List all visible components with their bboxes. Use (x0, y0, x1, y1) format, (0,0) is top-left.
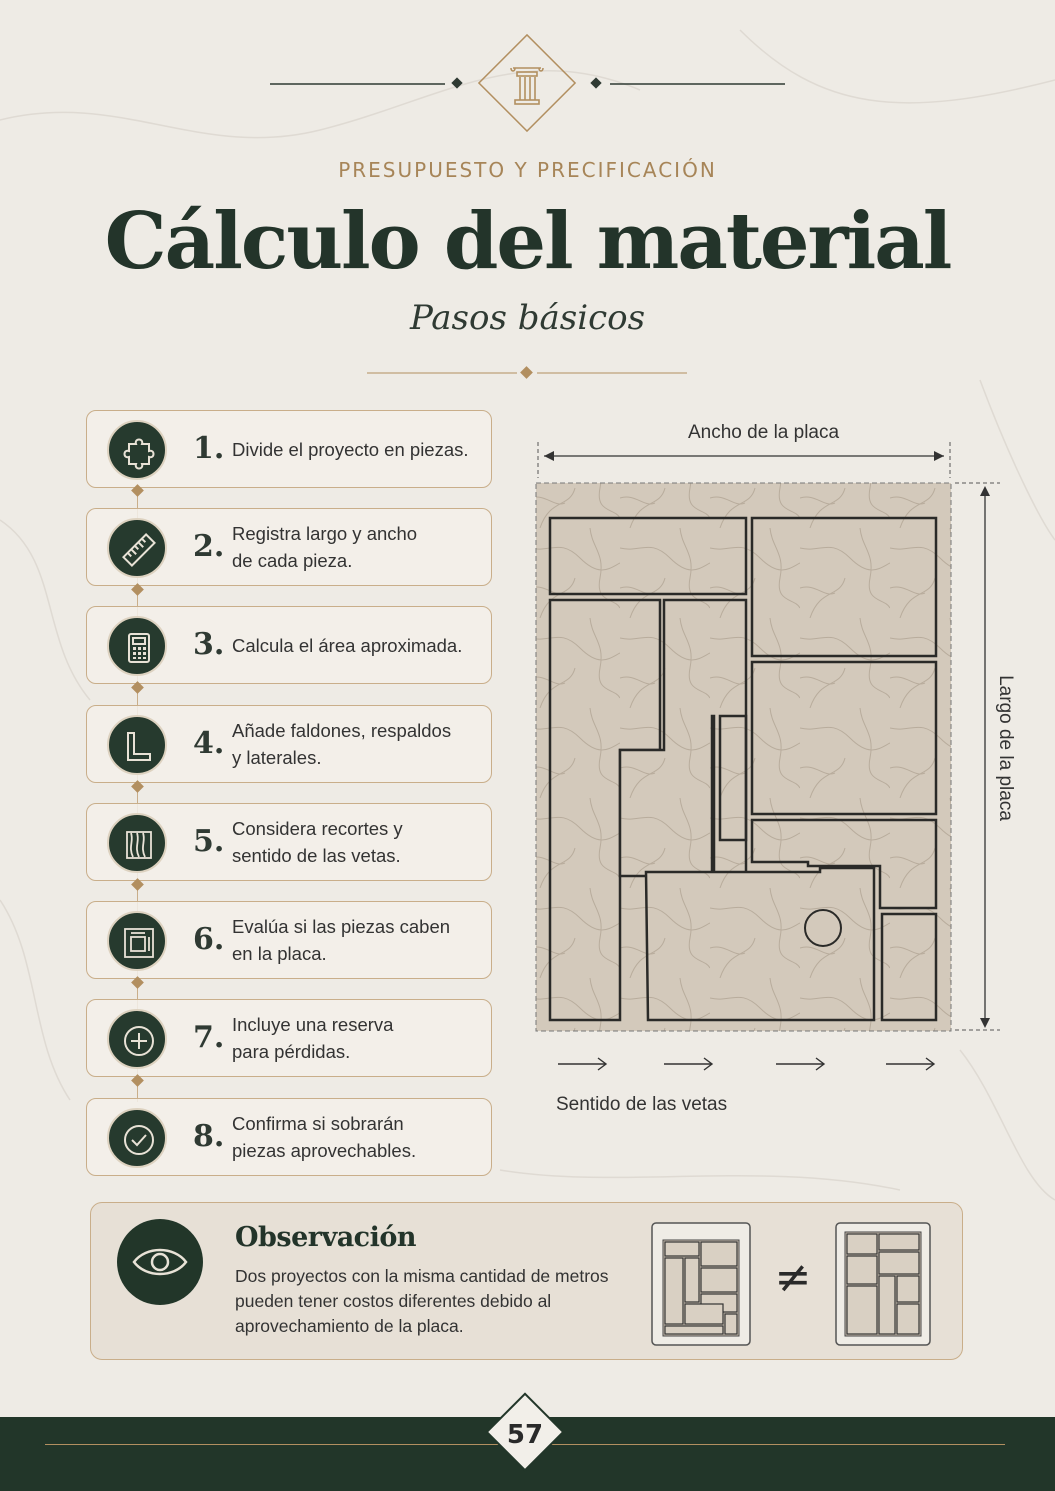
page-number: 57 (506, 1420, 544, 1450)
wood-grain-icon (121, 827, 157, 863)
step-card-3 (86, 606, 492, 684)
step-number: 7. (193, 1020, 225, 1055)
step-number: 8. (193, 1119, 225, 1154)
observation-title: Observación (235, 1222, 417, 1253)
grain-arrows (558, 1058, 934, 1070)
step-number: 2. (193, 529, 225, 564)
section-eyebrow: PRESUPUESTO Y PRECIFICACIÓN (338, 158, 717, 182)
step-card-5 (86, 803, 492, 881)
page-subtitle: Pasos básicos (409, 298, 646, 338)
step-card-8 (86, 1098, 492, 1176)
step-text: Incluye una reserva para pérdidas. (232, 1014, 394, 1062)
step-text: Considera recortes y sentido de las vetas. (232, 818, 403, 866)
step-text: Evalúa si las piezas caben en la placa. (232, 916, 451, 964)
step-number: 1. (193, 431, 225, 466)
step-number: 4. (193, 726, 225, 761)
l-shape-icon (121, 729, 157, 765)
width-label: Ancho de la placa (688, 422, 840, 443)
step-text: Calcula el área aproximada. (232, 634, 463, 656)
step-badge (107, 715, 167, 775)
plus-circle-icon (121, 1023, 157, 1059)
step-text: Registra largo y ancho de cada pieza. (232, 523, 418, 571)
step-badge (107, 1009, 167, 1069)
fit-frame-icon (121, 925, 157, 961)
step-number: 6. (193, 922, 225, 957)
grain-label: Sentido de las vetas (556, 1094, 728, 1115)
ruler-icon (121, 532, 157, 568)
page-title: Cálculo del material (104, 196, 951, 287)
step-badge (107, 518, 167, 578)
slab-layout-thumbnail (651, 1222, 751, 1346)
step-badge (107, 616, 167, 676)
step-number: 3. (193, 627, 225, 662)
step-card-7 (86, 999, 492, 1077)
slab-layout-thumbnail (835, 1222, 931, 1346)
observation-text: Dos proyectos con la misma cantidad de metros pueden tener costos diferentes debido al aprovechamiento de la placa. (235, 1266, 609, 1336)
puzzle-icon (121, 434, 157, 470)
check-circle-icon (121, 1122, 157, 1158)
step-card-6 (86, 901, 492, 979)
step-badge (107, 420, 167, 480)
step-badge (107, 911, 167, 971)
eye-icon (116, 1218, 204, 1306)
step-badge (107, 1108, 167, 1168)
not-equal-symbol: ≠ (774, 1252, 812, 1303)
slab-diagram (530, 438, 1010, 1078)
step-text: Añade faldones, respaldos y laterales. (232, 720, 452, 768)
step-text: Confirma si sobrarán piezas aprovechables. (232, 1113, 417, 1161)
step-text: Divide el proyecto en piezas. (232, 438, 469, 460)
title-divider (367, 365, 687, 381)
step-card-1 (86, 410, 492, 488)
step-badge (107, 813, 167, 873)
length-label: Largo de la placa (995, 675, 1016, 821)
step-card-4 (86, 705, 492, 783)
step-card-2 (86, 508, 492, 586)
step-number: 5. (193, 824, 225, 859)
column-icon (511, 68, 543, 104)
calculator-icon (121, 630, 157, 666)
header-ornament (270, 34, 785, 136)
